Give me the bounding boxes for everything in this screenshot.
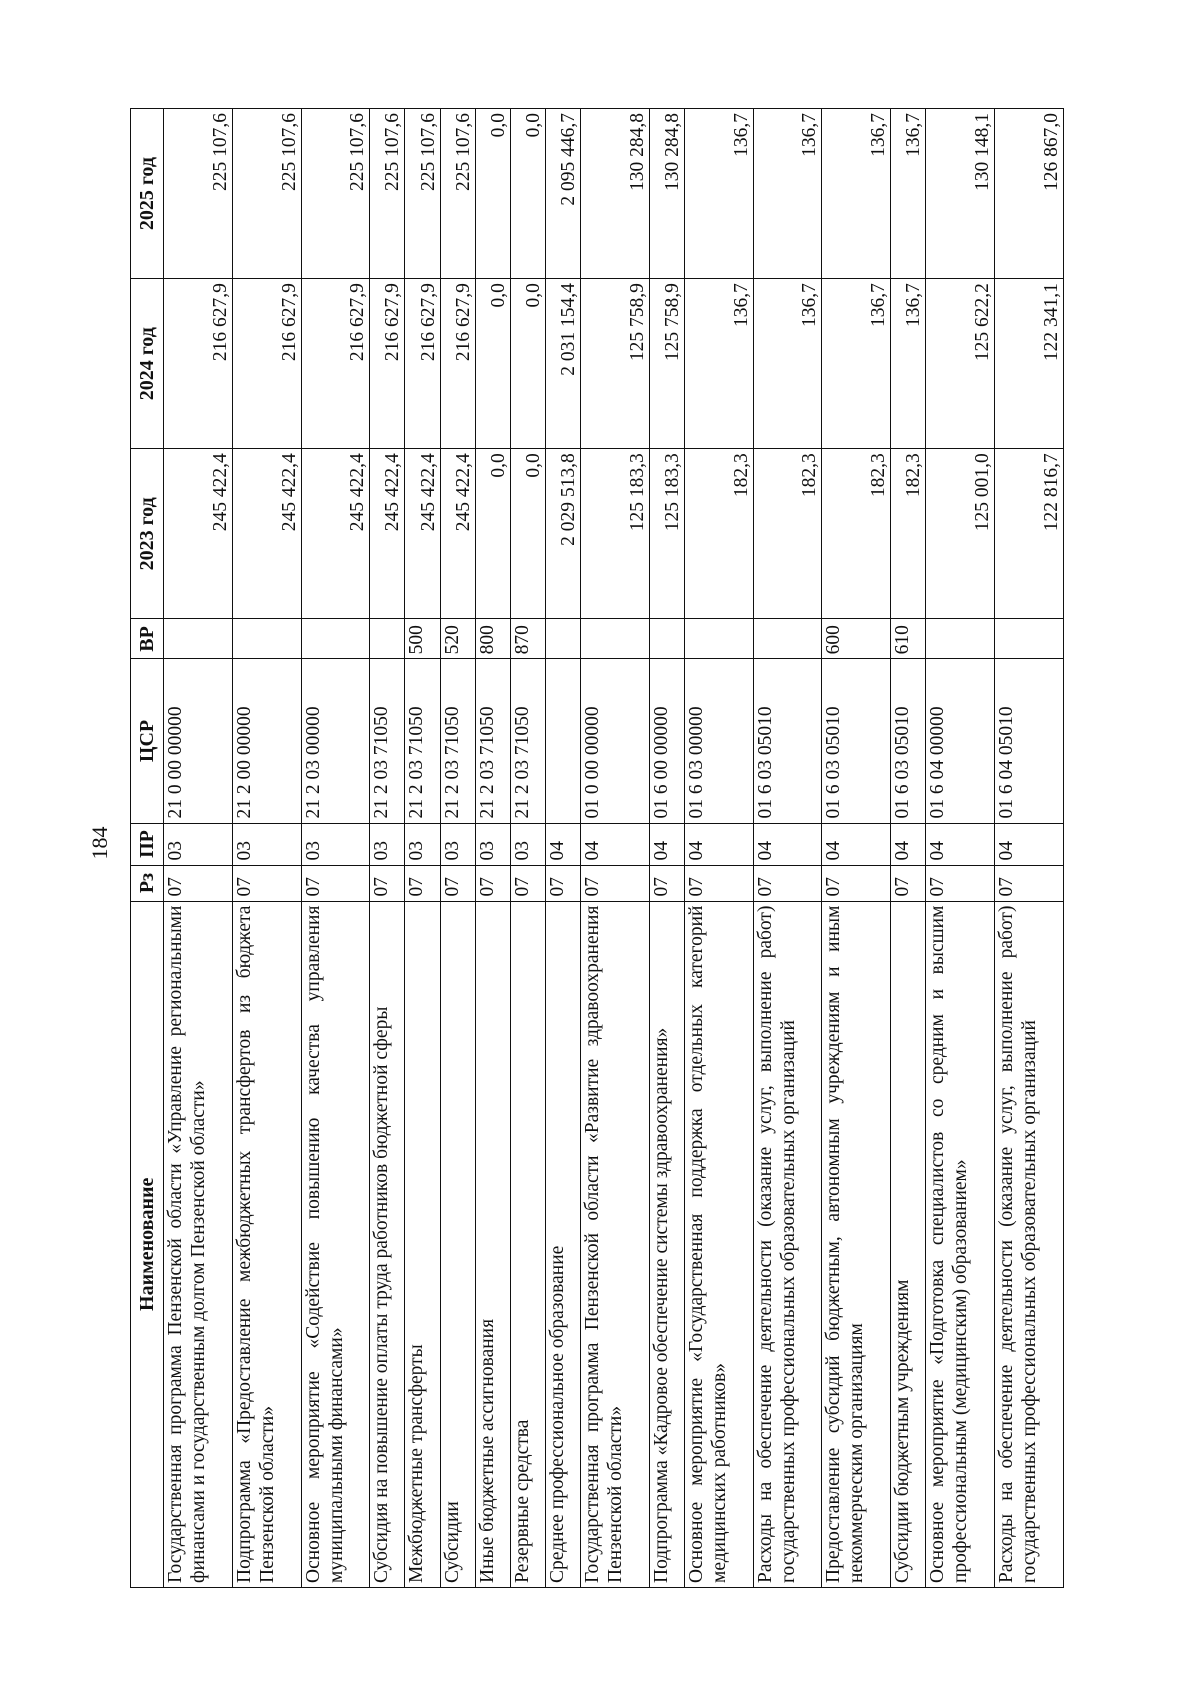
table-row [753,109,822,1588]
page-number: 184 [87,826,112,860]
cell-csr: 01 6 00 00000 [649,659,684,823]
cell-2023: 245 422,4 [232,449,301,619]
table-row [684,109,753,1588]
cell-pr: 03 [510,823,545,865]
cell-rz: 07 [301,865,370,901]
table-row [370,109,405,1588]
cell-csr: 01 6 03 00000 [684,659,753,823]
cell-2025: 225 107,6 [405,109,440,279]
cell-vr: 870 [510,619,545,659]
cell-name: Резервные средства [510,901,545,1587]
cell-2024: 136,7 [684,279,753,449]
cell-csr: 01 6 04 05010 [995,659,1064,823]
cell-2024: 136,7 [891,279,926,449]
cell-2023: 245 422,4 [370,449,405,619]
cell-2024: 216 627,9 [301,279,370,449]
cell-name: Государственная программа Пензенской области «Управление региональными финансами и государственным долгом Пензенской области» [164,901,233,1587]
cell-2024: 122 341,1 [995,279,1064,449]
cell-vr: 600 [822,619,891,659]
cell-2023: 245 422,4 [405,449,440,619]
cell-pr: 04 [753,823,822,865]
cell-pr: 04 [580,823,649,865]
cell-2023: 182,3 [822,449,891,619]
header-2024: 2024 год [131,279,164,449]
cell-pr: 03 [405,823,440,865]
cell-2025: 130 284,8 [580,109,649,279]
table-row [510,109,545,1588]
cell-vr [649,619,684,659]
cell-pr: 04 [995,823,1064,865]
cell-pr: 04 [822,823,891,865]
table-header-row [131,109,164,1588]
cell-pr: 03 [440,823,475,865]
cell-2024: 0,0 [510,279,545,449]
header-rz: Рз [131,865,164,901]
cell-vr [753,619,822,659]
cell-csr: 01 6 03 05010 [891,659,926,823]
cell-name: Государственная программа Пензенской области «Развитие здравоохранения Пензенской области» [580,901,649,1587]
cell-2024: 216 627,9 [164,279,233,449]
cell-2025: 126 867,0 [995,109,1064,279]
cell-name: Субсидии [440,901,475,1587]
header-csr: ЦСР [131,659,164,823]
cell-rz: 07 [510,865,545,901]
cell-csr: 01 6 03 05010 [753,659,822,823]
cell-rz: 07 [545,865,580,901]
cell-csr: 21 2 00 00000 [232,659,301,823]
cell-pr: 03 [475,823,510,865]
cell-2025: 225 107,6 [440,109,475,279]
cell-rz: 07 [405,865,440,901]
cell-name: Иные бюджетные ассигнования [475,901,510,1587]
table-body [164,109,1064,1588]
cell-name: Предоставление субсидий бюджетным, автономным учреждениям и иным некоммерческим организациям [822,901,891,1587]
table-row [580,109,649,1588]
cell-vr [995,619,1064,659]
table-row [475,109,510,1588]
cell-pr: 03 [370,823,405,865]
cell-2023: 125 183,3 [580,449,649,619]
cell-name: Субсидия на повышение оплаты труда работников бюджетной сферы [370,901,405,1587]
cell-2025: 130 284,8 [649,109,684,279]
cell-2023: 245 422,4 [301,449,370,619]
header-pr: ПР [131,823,164,865]
cell-csr: 01 6 04 00000 [926,659,995,823]
cell-csr: 21 2 03 71050 [405,659,440,823]
cell-vr [301,619,370,659]
table-row [405,109,440,1588]
cell-pr: 04 [926,823,995,865]
cell-2024: 125 758,9 [580,279,649,449]
table-row [301,109,370,1588]
cell-csr: 21 2 03 71050 [475,659,510,823]
cell-rz: 07 [891,865,926,901]
cell-vr [545,619,580,659]
cell-rz: 07 [580,865,649,901]
cell-rz: 07 [232,865,301,901]
cell-rz: 07 [649,865,684,901]
cell-2025: 225 107,6 [370,109,405,279]
cell-2024: 216 627,9 [232,279,301,449]
cell-2023: 245 422,4 [164,449,233,619]
cell-csr: 21 2 03 71050 [370,659,405,823]
cell-pr: 04 [684,823,753,865]
cell-2023: 125 001,0 [926,449,995,619]
cell-rz: 07 [475,865,510,901]
cell-2024: 125 758,9 [649,279,684,449]
cell-pr: 03 [301,823,370,865]
cell-vr [580,619,649,659]
cell-2024: 136,7 [822,279,891,449]
cell-rz: 07 [822,865,891,901]
cell-vr [926,619,995,659]
cell-2025: 130 148,1 [926,109,995,279]
cell-2024: 0,0 [475,279,510,449]
table-row [440,109,475,1588]
header-vr: ВР [131,619,164,659]
table-row [995,109,1064,1588]
cell-csr: 21 2 03 71050 [510,659,545,823]
cell-2025: 225 107,6 [301,109,370,279]
cell-2023: 0,0 [475,449,510,619]
cell-2023: 182,3 [684,449,753,619]
cell-vr [232,619,301,659]
header-name: Наименование [131,901,164,1587]
table-row [926,109,995,1588]
cell-2025: 136,7 [891,109,926,279]
cell-csr: 21 0 00 00000 [164,659,233,823]
cell-pr: 04 [649,823,684,865]
cell-2023: 182,3 [891,449,926,619]
cell-2025: 136,7 [684,109,753,279]
cell-rz: 07 [164,865,233,901]
cell-2023: 122 816,7 [995,449,1064,619]
cell-name: Основное мероприятие «Подготовка специалистов со средним и высшим профессиональным (медицинским) образованием» [926,901,995,1587]
cell-vr: 520 [440,619,475,659]
table-row [545,109,580,1588]
table-row [649,109,684,1588]
cell-name: Подпрограмма «Кадровое обеспечение системы здравоохранения» [649,901,684,1587]
rotated-table-container [130,108,1064,1588]
header-2025: 2025 год [131,109,164,279]
cell-2024: 125 622,2 [926,279,995,449]
table-row [891,109,926,1588]
cell-2024: 216 627,9 [440,279,475,449]
table-row [232,109,301,1588]
cell-vr: 610 [891,619,926,659]
cell-pr: 04 [545,823,580,865]
cell-csr: 21 2 03 71050 [440,659,475,823]
cell-csr: 21 2 03 00000 [301,659,370,823]
cell-name: Субсидии бюджетным учреждениям [891,901,926,1587]
cell-csr: 01 6 03 05010 [822,659,891,823]
cell-name: Основное мероприятие «Содействие повышению качества управления муниципальными финансами» [301,901,370,1587]
cell-name: Расходы на обеспечение деятельности (оказание услуг, выполнение работ) государственных профессиональных образовательных организаций [995,901,1064,1587]
cell-rz: 07 [995,865,1064,901]
cell-pr: 03 [232,823,301,865]
cell-vr: 500 [405,619,440,659]
cell-2025: 0,0 [510,109,545,279]
cell-csr [545,659,580,823]
cell-2024: 2 031 154,4 [545,279,580,449]
cell-2023: 182,3 [753,449,822,619]
cell-2025: 136,7 [822,109,891,279]
cell-pr: 04 [891,823,926,865]
cell-rz: 07 [926,865,995,901]
cell-name: Среднее профессиональное образование [545,901,580,1587]
cell-2025: 225 107,6 [232,109,301,279]
cell-2023: 125 183,3 [649,449,684,619]
budget-table [130,108,1064,1588]
cell-2023: 245 422,4 [440,449,475,619]
cell-rz: 07 [370,865,405,901]
cell-name: Основное мероприятие «Государственная поддержка отдельных категорий медицинских работников» [684,901,753,1587]
cell-vr [684,619,753,659]
cell-2024: 136,7 [753,279,822,449]
cell-name: Расходы на обеспечение деятельности (оказание услуг, выполнение работ) государственных профессиональных образовательных организаций [753,901,822,1587]
cell-rz: 07 [753,865,822,901]
cell-2025: 136,7 [753,109,822,279]
cell-csr: 01 0 00 00000 [580,659,649,823]
cell-name: Подпрограмма «Предоставление межбюджетных трансфертов из бюджета Пензенской области» [232,901,301,1587]
cell-vr [164,619,233,659]
cell-2023: 2 029 513,8 [545,449,580,619]
cell-2025: 0,0 [475,109,510,279]
cell-2025: 225 107,6 [164,109,233,279]
cell-vr: 800 [475,619,510,659]
table-row [822,109,891,1588]
cell-2025: 2 095 446,7 [545,109,580,279]
header-2023: 2023 год [131,449,164,619]
cell-vr [370,619,405,659]
cell-pr: 03 [164,823,233,865]
cell-name: Межбюджетные трансферты [405,901,440,1587]
cell-rz: 07 [440,865,475,901]
cell-rz: 07 [684,865,753,901]
table-row [164,109,233,1588]
cell-2023: 0,0 [510,449,545,619]
cell-2024: 216 627,9 [370,279,405,449]
cell-2024: 216 627,9 [405,279,440,449]
